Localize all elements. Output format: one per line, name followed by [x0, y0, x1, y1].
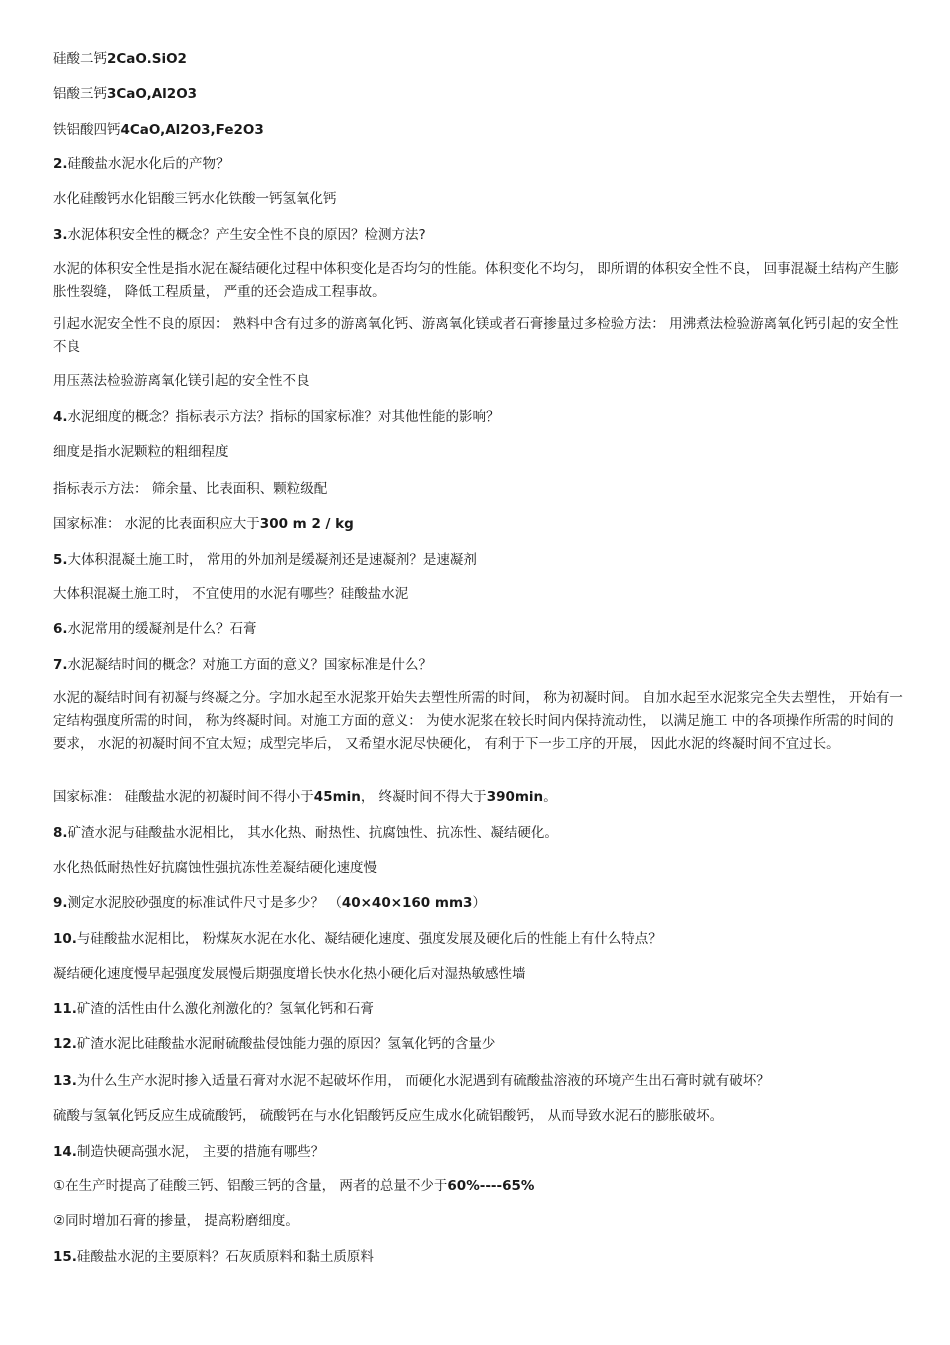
answer-paragraph: ②同时增加石膏的掺量， 提高粉磨细度。 — [53, 1213, 299, 1229]
answer-paragraph: 用压蒸法检验游离氧化镁引起的安全性不良 — [53, 373, 310, 389]
answer-paragraph: 指标表示方法： 筛余量、比表面积、颗粒级配 — [53, 481, 328, 497]
question-heading: 8.矿渣水泥与硅酸盐水泥相比， 其水化热、耐热性、抗腐蚀性、抗冻性、凝结硬化。 — [53, 825, 558, 841]
question-heading: 4.水泥细度的概念？指标表示方法？指标的国家标准？对其他性能的影响？ — [53, 409, 500, 425]
answer-paragraph: 水泥的凝结时间有初凝与终凝之分。字加水起至水泥浆开始失去塑性所需的时间， 称为初凝时间。 自加水起至水泥浆完全失去塑性， 开始有一定结构强度所需的时间， 称为终凝时间。对施工方面的意义： 为使水泥浆在较长时间内保持流动性， 以满足施工 中的各项操作所需的时间的要求， 水泥的初凝时间不宜太短；成型完毕后， 又希望水泥尽快硬化， 有利于下一步工序的开展， 因此水泥的终凝时间不宜过长。 — [53, 690, 903, 752]
question-heading: 7.水泥凝结时间的概念？对施工方面的意义？国家标准是什么？ — [53, 657, 433, 673]
answer-paragraph: 水化热低耐热性好抗腐蚀性强抗冻性差凝结硬化速度慢 — [53, 860, 377, 876]
answer-paragraph: 国家标准： 硅酸盐水泥的初凝时间不得小于45min， 终凝时间不得大于390min。 — [53, 789, 557, 805]
question-heading: 14.制造快硬高强水泥， 主要的措施有哪些？ — [53, 1144, 325, 1160]
question-heading: 15.硅酸盐水泥的主要原料？石灰质原料和黏土质原料 — [53, 1249, 374, 1265]
question-heading: 10.与硅酸盐水泥相比， 粉煤灰水泥在水化、凝结硬化速度、强度发展及硬化后的性能上有什么特点？ — [53, 931, 662, 947]
question-heading: 9.测定水泥胶砂强度的标准试件尺寸是多少？ （40×40×160 mm3） — [53, 895, 486, 911]
question-heading: 6.水泥常用的缓凝剂是什么？石膏 — [53, 621, 257, 637]
paragraph: 铝酸三钙3CaO,Al2O3 — [53, 86, 198, 102]
answer-paragraph: 国家标准： 水泥的比表面积应大于300 m 2 / kg — [53, 516, 354, 532]
answer-paragraph: 凝结硬化速度慢早起强度发展慢后期强度增长快水化热小硬化后对湿热敏感性墙 — [53, 966, 526, 982]
answer-paragraph: 大体积混凝土施工时， 不宜使用的水泥有哪些？硅酸盐水泥 — [53, 586, 409, 602]
answer-paragraph: ①在生产时提高了硅酸三钙、铝酸三钙的含量， 两者的总量不少于60%----65% — [53, 1178, 535, 1194]
question-heading: 13.为什么生产水泥时掺入适量石膏对水泥不起破坏作用， 而硬化水泥遇到有硫酸盐溶液的环境产生出石膏时就有破坏？ — [53, 1073, 770, 1089]
question-heading: 12.矿渣水泥比硅酸盐水泥耐硫酸盐侵蚀能力强的原因？氢氧化钙的含量少 — [53, 1036, 496, 1052]
question-heading: 3.水泥体积安全性的概念？产生安全性不良的原因？检测方法? — [53, 227, 426, 243]
paragraph: 铁铝酸四钙4CaO,Al2O3,Fe2O3 — [53, 122, 264, 138]
paragraph: 硅酸二钙2CaO.SiO2 — [53, 51, 187, 67]
answer-paragraph: 引起水泥安全性不良的原因： 熟料中含有过多的游离氧化钙、游离氧化镁或者石膏掺量过多检验方法： 用沸煮法检验游离氧化钙引起的安全性不良 — [53, 316, 899, 355]
answer-paragraph: 细度是指水泥颗粒的粗细程度 — [53, 444, 229, 460]
question-heading: 11.矿渣的活性由什么激化剂激化的？氢氧化钙和石膏 — [53, 1001, 374, 1017]
question-heading: 5.大体积混凝土施工时， 常用的外加剂是缓凝剂还是速凝剂？是速凝剂 — [53, 552, 477, 568]
answer-paragraph: 水泥的体积安全性是指水泥在凝结硬化过程中体积变化是否均匀的性能。体积变化不均匀， 即所谓的体积安全性不良， 回事混凝土结构产生膨胀性裂缝， 降低工程质量， 严重的还会造成工程事故。 — [53, 261, 899, 300]
answer-paragraph: 硫酸与氢氧化钙反应生成硫酸钙， 硫酸钙在与水化铝酸钙反应生成水化硫铝酸钙， 从而导致水泥石的膨胀破坏。 — [53, 1108, 724, 1124]
question-heading: 2.硅酸盐水泥水化后的产物？ — [53, 156, 230, 172]
answer-paragraph: 水化硅酸钙水化铝酸三钙水化铁酸一钙氢氧化钙 — [53, 191, 337, 207]
